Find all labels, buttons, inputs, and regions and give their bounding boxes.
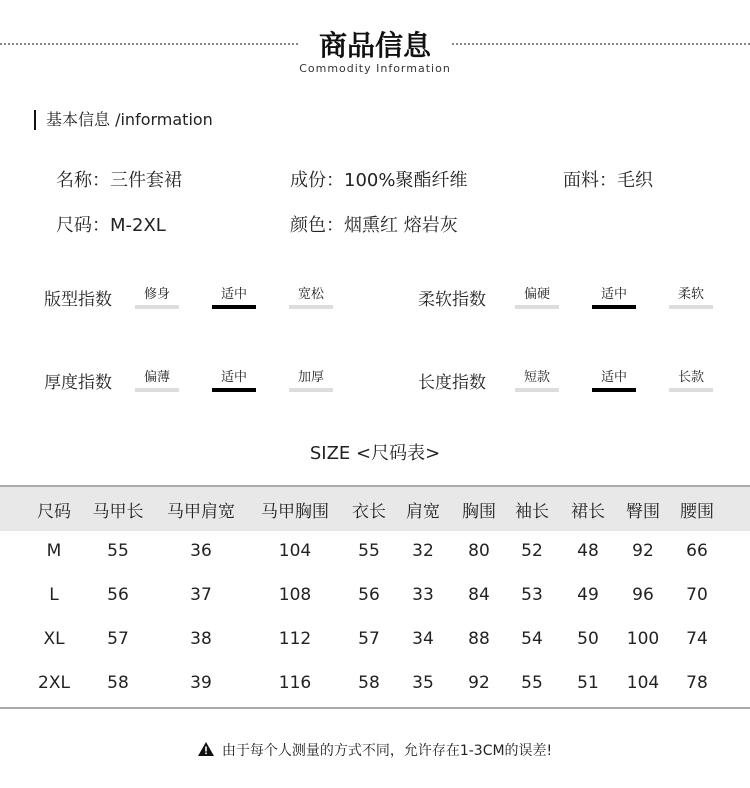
table-cell: 57 [107,629,129,649]
index-bar [135,305,179,309]
table-cell: 84 [468,585,490,605]
index-option: 宽松 [297,287,324,302]
table-cell: 78 [686,673,708,693]
index-option: 柔软 [677,287,704,302]
index-bar [515,388,559,392]
table-cell: 2XL [38,673,70,693]
index-bar [289,305,333,309]
table-cell: 51 [577,673,599,693]
size-table-title: SIZE <尺码表> [309,443,441,464]
index-option: 长款 [677,370,704,385]
table-cell: 54 [521,629,543,649]
page-title: 商品信息 [318,29,431,62]
table-cell: 39 [190,673,212,693]
info-name: 名称：三件套裙 [56,170,182,191]
column-header: 胸围 [462,502,496,522]
index-option: 修身 [143,287,170,302]
table-cell: 37 [190,585,212,605]
table-cell: 56 [107,585,129,605]
table-cell: 33 [412,585,434,605]
index-label: 版型指数 [44,290,112,310]
table-cell: 34 [412,629,434,649]
column-header: 衣长 [352,502,386,522]
table-cell: 116 [278,673,312,693]
index-bar-selected [212,305,256,309]
column-header: 臀围 [626,502,660,522]
index-bar [135,388,179,392]
index-option: 适中 [220,287,247,302]
table-cell: 35 [412,673,434,693]
table-cell: XL [43,629,65,649]
info-material: 成份：100%聚酯纤维 [290,170,468,191]
section-heading: 基本信息 /information [34,110,213,130]
table-cell: 74 [686,629,708,649]
page-subtitle: Commodity Information [299,62,451,75]
index-bar [669,305,713,309]
index-bar-selected [592,305,636,309]
table-bottom-line [0,707,750,709]
table-cell: 55 [521,673,543,693]
table-cell: 112 [278,629,312,649]
index-option: 短款 [523,370,550,385]
table-cell: 58 [107,673,129,693]
column-header: 袖长 [515,502,549,522]
index-label: 厚度指数 [44,373,112,393]
info-size: 尺码：M-2XL [56,215,166,236]
info-color: 颜色：烟熏红 熔岩灰 [290,215,458,236]
index-label: 长度指数 [418,373,486,393]
table-cell: 58 [358,673,380,693]
table-cell: 104 [278,541,312,561]
column-header: 尺码 [37,502,71,522]
column-header: 裙长 [571,502,605,522]
table-cell: M [46,541,62,561]
index-bar [515,305,559,309]
note-text: 由于每个人测量的方式不同，允许存在1-3CM的误差! [221,743,553,759]
column-header: 腰围 [680,502,714,522]
column-header: 马甲长 [92,502,144,522]
table-cell: 56 [358,585,380,605]
column-header: 肩宽 [406,502,440,522]
table-cell: 104 [626,673,660,693]
table-cell: 108 [278,585,312,605]
table-cell: 88 [468,629,490,649]
column-header: 马甲胸围 [261,502,329,522]
table-cell: 70 [686,585,708,605]
table-cell: 80 [468,541,490,561]
table-cell: 96 [632,585,654,605]
table-cell: 55 [107,541,129,561]
table-cell: 92 [632,541,654,561]
table-cell: 55 [358,541,380,561]
index-option: 适中 [220,370,247,385]
column-header: 马甲肩宽 [167,502,235,522]
index-option: 偏薄 [143,370,170,385]
index-option: 适中 [600,287,627,302]
table-cell: 52 [521,541,543,561]
table-cell: 53 [521,585,543,605]
warning-icon [198,742,214,756]
index-bar-selected [212,388,256,392]
index-bar [669,388,713,392]
table-cell: 48 [577,541,599,561]
table-cell: 36 [190,541,212,561]
table-cell: 100 [626,629,660,649]
table-cell: 66 [686,541,708,561]
info-fabric: 面料：毛织 [563,170,653,191]
index-option: 加厚 [297,370,324,385]
measurement-note [0,740,750,760]
table-cell: 32 [412,541,434,561]
table-cell: 38 [190,629,212,649]
table-cell: 92 [468,673,490,693]
index-label: 柔软指数 [418,290,486,310]
table-cell: 57 [358,629,380,649]
index-bar [289,388,333,392]
index-option: 适中 [600,370,627,385]
table-cell: 49 [577,585,599,605]
table-cell: L [49,585,59,605]
table-cell: 50 [577,629,599,649]
index-bar-selected [592,388,636,392]
index-option: 偏硬 [523,287,550,302]
